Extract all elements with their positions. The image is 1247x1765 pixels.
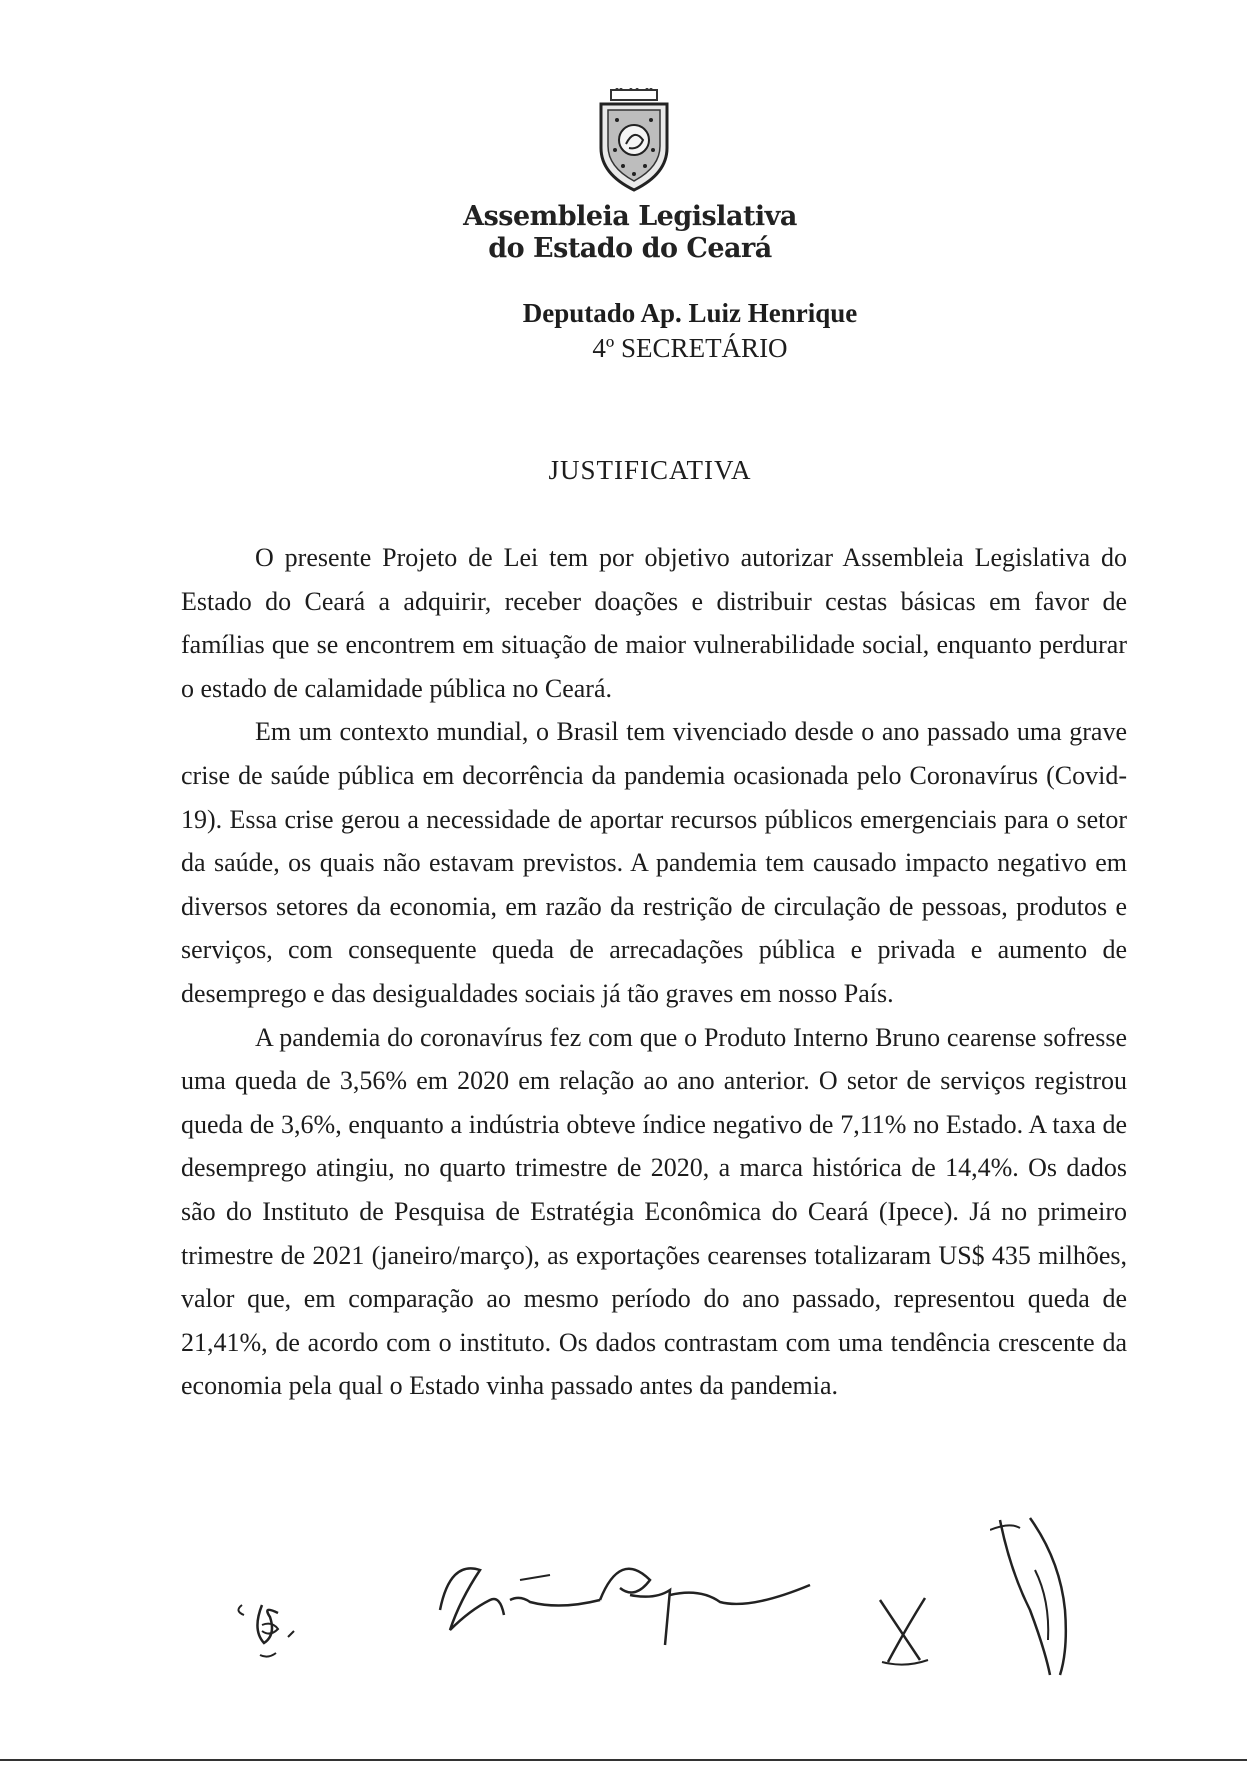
state-coat-of-arms-icon (593, 88, 675, 192)
signature-main (420, 1540, 820, 1660)
document-title: JUSTIFICATIVA (548, 455, 752, 485)
initials-signature-left (232, 1585, 302, 1665)
organization-name-line2: do Estado do Ceará (488, 233, 772, 264)
deputy-role: 4º SECRETÁRIO (592, 333, 788, 363)
initials-signature-middle (870, 1590, 940, 1670)
deputy-name: Deputado Ap. Luiz Henrique (522, 298, 858, 328)
paragraph-2: Em um contexto mundial, o Brasil tem vivenciado desde o ano passado uma grave crise de saúde pública em decorrência da pandemia ocasionada pelo Coronavírus (Covid-19). Essa crise gerou a necessidade de aportar recursos públicos emergenciais para o setor da saúde, os quais não estavam previstos. A pandemia tem causado impacto negativo em diversos setores da economia, em razão da restrição de circulação de pessoas, produtos e serviços, com consequente queda de arrecadações pública e privada e aumento de desemprego e das desigualdades sociais já tão graves em nosso País. (181, 717, 1127, 1008)
footer-rule (0, 1759, 1247, 1761)
signature-right (990, 1510, 1100, 1680)
paragraph-3: A pandemia do coronavírus fez com que o Produto Interno Bruno cearense sofresse uma queda de 3,56% em 2020 em relação ao ano anterior. O setor de serviços registrou queda de 3,6%, enquanto a indústria obteve índice negativo de 7,11% no Estado. A taxa de desemprego atingiu, no quarto trimestre de 2020, a marca histórica de 14,4%. Os dados são do Instituto de Pesquisa de Estratégia Econômica do Ceará (Ipece). Já no primeiro trimestre de 2021 (janeiro/março), as exportações cearenses totalizaram US$ 435 milhões, valor que, em comparação ao mesmo período do ano passado, representou queda de 21,41%, de acordo com o instituto. Os dados contrastam com uma tendência crescente da economia pela qual o Estado vinha passado antes da pandemia. (181, 1022, 1127, 1401)
paragraph-1: O presente Projeto de Lei tem por objetivo autorizar Assembleia Legislativa do Estado do Ceará a adquirir, receber doações e distribuir cestas básicas em favor de famílias que se encontrem em situação de maior vulnerabilidade social, enquanto perdurar o estado de calamidade pública no Ceará. (181, 543, 1127, 703)
document-body (181, 536, 1127, 1408)
organization-name-line1: Assembleia Legislativa (463, 201, 797, 232)
